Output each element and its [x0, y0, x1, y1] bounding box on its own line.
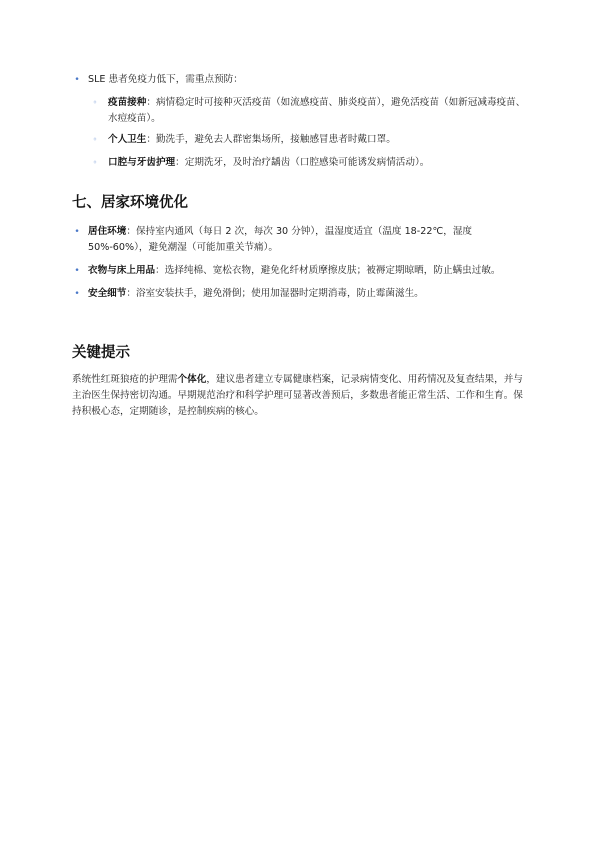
item-text: 保持室内通风（每日 2 次，每次 30 分钟），温湿度适宜（温度 18-22℃，湿度 50%-60%），避免潮湿（可能加重关节痛）。 — [88, 226, 473, 253]
list-item — [72, 286, 527, 302]
list-item — [90, 95, 527, 127]
item-separator: ： — [126, 226, 136, 237]
list-item — [90, 132, 527, 148]
sle-prevention-sublist — [90, 95, 527, 171]
item-text: 浴室安装扶手，避免滑倒；使用加湿器时定期消毒，防止霉菌滋生。 — [135, 288, 424, 299]
list-item — [72, 263, 527, 279]
item-label: 安全细节 — [88, 288, 127, 299]
item-label: 居住环境 — [88, 226, 127, 237]
bullet-dot-icon: • — [74, 266, 80, 276]
key-tips-paragraph — [72, 372, 527, 420]
sle-prevention-list — [72, 72, 527, 88]
bullet-dot-icon: • — [74, 227, 80, 237]
item-separator: ： — [146, 134, 156, 145]
bullet-circle-icon: ◦ — [92, 158, 98, 167]
item-separator: ： — [155, 265, 165, 276]
list-item — [72, 224, 527, 256]
key-tips-text-end: ，建议患者建立专属健康档案，记录病情变化、用药情况及复查结果，并与主治医生保持密切沟通。早期规范治疗和科学护理可显著改善预后，多数患者能正常生活、工作和生育。保持积极心态，定期随诊，是控制疾病的核心。 — [72, 374, 523, 417]
home-environment-list — [72, 224, 527, 302]
item-label: 个人卫生 — [108, 134, 147, 145]
key-tips-text-start: 系统性红斑狼疮的护理需 — [72, 374, 178, 385]
item-text: 病情稳定时可接种灭活疫苗（如流感疫苗、肺炎疫苗），避免活疫苗（如新冠减毒疫苗、水痘疫苗）。 — [108, 97, 526, 124]
item-text: 定期洗牙，及时治疗龋齿（口腔感染可能诱发病情活动）。 — [184, 157, 430, 168]
key-tips-heading: 关键提示 — [72, 345, 130, 361]
item-text: 选择纯棉、宽松衣物，避免化纤材质摩擦皮肤；被褥定期晾晒，防止螨虫过敏。 — [164, 265, 501, 276]
item-text: 勤洗手，避免去人群密集场所，接触感冒患者时戴口罩。 — [155, 134, 396, 145]
item-separator: ： — [175, 157, 185, 168]
bullet-dot-icon: • — [74, 289, 80, 299]
item-label: 口腔与牙齿护理 — [108, 157, 176, 168]
item-separator: ： — [146, 97, 156, 108]
bullet-circle-icon: ◦ — [92, 98, 98, 107]
item-separator: ： — [126, 288, 136, 299]
list-item — [90, 155, 527, 171]
section-heading: 七、居家环境优化 — [72, 195, 188, 211]
list-item — [72, 72, 527, 88]
key-tips-emphasis: 个体化 — [177, 374, 207, 385]
sle-prevention-intro: SLE 患者免疫力低下，需重点预防： — [88, 74, 243, 85]
item-label: 疫苗接种 — [108, 97, 147, 108]
bullet-circle-icon: ◦ — [92, 135, 98, 144]
item-label: 衣物与床上用品 — [88, 265, 156, 276]
bullet-dot-icon: • — [74, 75, 80, 85]
